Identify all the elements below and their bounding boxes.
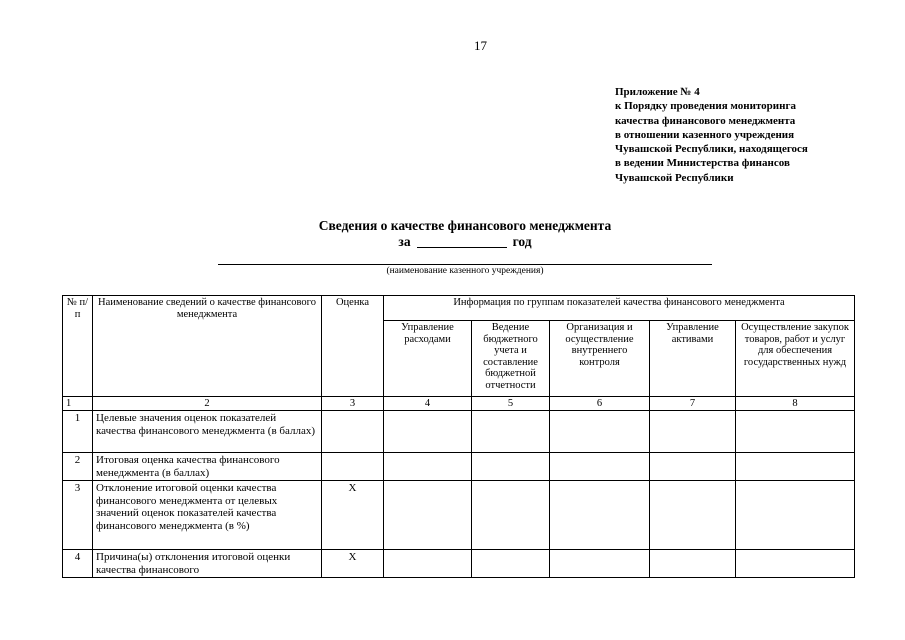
- row-name: Итоговая оценка качества финансового менеджмента (в баллах): [93, 453, 322, 481]
- page-number: 17: [474, 38, 487, 53]
- organization-caption: (наименование казенного учреждения): [386, 266, 544, 276]
- appendix-line: в ведении Министерства финансов: [615, 157, 790, 170]
- appendix-line: Чувашской Республики: [615, 171, 734, 184]
- table-cell: [650, 411, 736, 453]
- table-cell: [736, 550, 855, 578]
- header-group-accounting: Ведение бюджетного учета и составление бюджетной отчетности: [472, 321, 550, 397]
- table-row: [63, 481, 855, 550]
- column-number: 1: [63, 397, 93, 411]
- row-score: X: [322, 481, 384, 550]
- column-number: 8: [736, 397, 855, 411]
- header-group-assets: Управление активами: [650, 321, 736, 397]
- appendix-block: [615, 85, 808, 185]
- appendix-line: к Порядку проведения мониторинга: [615, 100, 796, 113]
- header-group: Информация по группам показателей качества финансового менеджмента: [384, 296, 855, 321]
- row-name: Отклонение итоговой оценки качества финансового менеджмента от целевых значений оценок показателей качества финансового менеджмента (в %): [93, 481, 322, 550]
- row-num: 1: [63, 411, 93, 453]
- table-row: [63, 550, 855, 578]
- document-title-line: Сведения о качестве финансового менеджмента: [318, 218, 612, 233]
- row-name: Целевые значения оценок показателей качества финансового менеджмента (в баллах): [93, 411, 322, 453]
- column-number: 5: [472, 397, 550, 411]
- table-cell: [384, 550, 472, 578]
- table-cell: [736, 411, 855, 453]
- table-cell: [384, 411, 472, 453]
- table-cell: [384, 481, 472, 550]
- table-cell: [650, 550, 736, 578]
- column-number: 3: [322, 397, 384, 411]
- period-prefix: за: [398, 234, 411, 249]
- table-cell: [550, 550, 650, 578]
- appendix-line: Приложение № 4: [615, 86, 700, 98]
- table-cell: [550, 411, 650, 453]
- appendix-line: качества финансового менеджмента: [615, 114, 796, 127]
- header-score: Оценка: [322, 296, 384, 397]
- appendix-line: Чувашской Республики, находящегося: [615, 143, 808, 156]
- table-cell: [472, 411, 550, 453]
- column-number: 6: [550, 397, 650, 411]
- table-cell: [472, 481, 550, 550]
- row-num: 4: [63, 550, 93, 578]
- quality-report-table: [62, 295, 855, 578]
- table-cell: [550, 481, 650, 550]
- column-number: 2: [93, 397, 322, 411]
- column-number: 7: [650, 397, 736, 411]
- table-row: [63, 453, 855, 481]
- column-number: 4: [384, 397, 472, 411]
- row-name: Причина(ы) отклонения итоговой оценки качества финансового: [93, 550, 322, 578]
- document-title: [220, 218, 710, 250]
- row-num: 3: [63, 481, 93, 550]
- header-group-procurement: Осуществление закупок товаров, работ и услуг для обеспечения государственных нужд: [736, 321, 855, 397]
- table-cell: [650, 481, 736, 550]
- table-cell: [472, 550, 550, 578]
- row-score: [322, 411, 384, 453]
- row-score: X: [322, 550, 384, 578]
- report-period: [220, 234, 710, 250]
- header-group-spending: Управление расходами: [384, 321, 472, 397]
- table-cell: [472, 453, 550, 481]
- year-blank: [417, 247, 507, 248]
- organization-name-line: [218, 264, 712, 265]
- table-row: [63, 411, 855, 453]
- table-cell: [736, 481, 855, 550]
- table-cell: [384, 453, 472, 481]
- appendix-line: в отношении казенного учреждения: [615, 128, 795, 141]
- row-score: [322, 453, 384, 481]
- header-group-control: Организация и осуществление внутреннего контроля: [550, 321, 650, 397]
- table-cell: [736, 453, 855, 481]
- table-cell: [550, 453, 650, 481]
- table-cell: [650, 453, 736, 481]
- row-num: 2: [63, 453, 93, 481]
- period-suffix: год: [512, 234, 532, 249]
- header-num: № п/п: [63, 296, 93, 397]
- header-name: Наименование сведений о качестве финансового менеджмента: [93, 296, 322, 397]
